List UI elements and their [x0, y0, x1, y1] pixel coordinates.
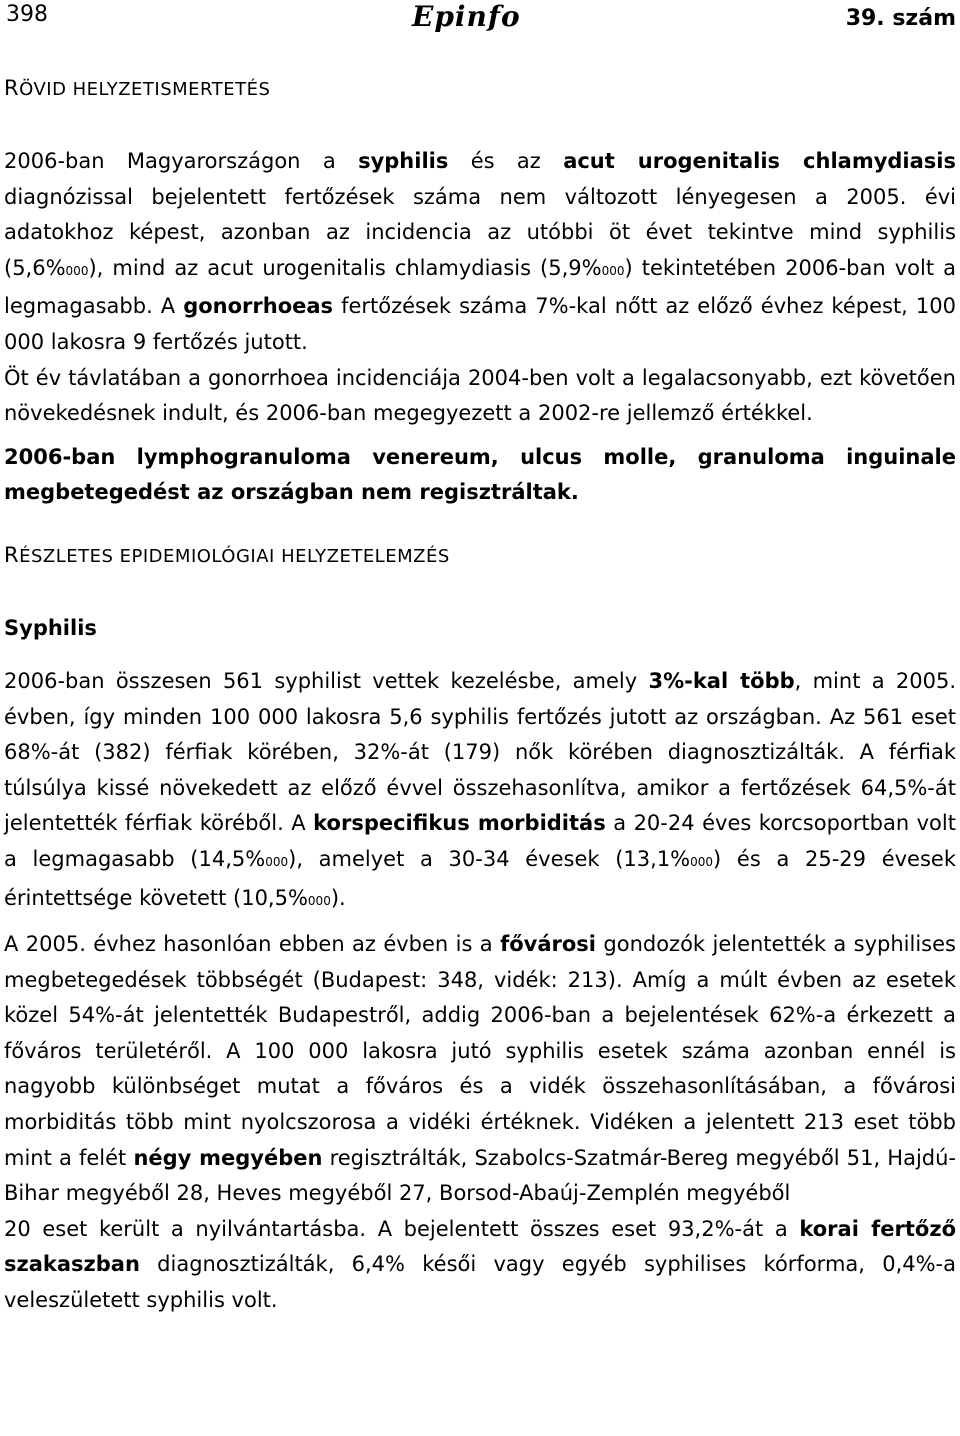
- section-heading-detailed: RÉSZLETES EPIDEMIOLÓGIAI HELYZETELEMZÉS: [4, 542, 450, 567]
- section-heading-summary: RÖVID HELYZETISMERTETÉS: [4, 76, 271, 100]
- paragraph-not-registered: 2006-ban lymphogranuloma venereum, ulcus molle, granuloma inguinale megbetegedést az országban nem regisztráltak.: [4, 444, 956, 505]
- paragraph-syphilis-cases: 2006-ban összesen 561 syphilist vettek kezelésbe, amely 3%-kal több, mint a 2005. évben, így minden 100 000 lakosra 5,6 syphilis fertőzés jutott az országban. Az 561 eset 68%-át (382) férfiak körében, 32%-át (179) nők körében diagnosztizálták. A férfiak túlsúlya kissé növekedett az előző évvel összehasonlítva, amikor a fertőzések 64,5%-át jelentették férfiak köréből. A korspecifikus morbiditás a 20-24 éves korcsoportban volt a legmagasabb (14,5%000), amelyet a 30-34 évesek (13,1%000) és a 25-29 évesek érintettsége követett (10,5%000).: [4, 668, 957, 910]
- paragraph-gonorrhoea: Öt év távlatában a gonorrhoea incidenciája 2004-ben volt a legalacsonyabb, ezt követően növekedésnek indult, és 2006-ban megegyezett a 2002-re jellemző értékkel.: [4, 365, 956, 426]
- page-number: 398: [6, 2, 48, 27]
- paragraph-stages: 20 eset került a nyilvántartásba. A bejelentett összes eset 93,2%-át a korai fertőző szakaszban diagnosztizálták, 6,4% késői vagy egyéb syphilises kórforma, 0,4%-a veleszületett syphilis volt.: [4, 1216, 957, 1313]
- issue-number: 39. szám: [845, 6, 956, 31]
- article-body: [4, 68, 956, 1319]
- paragraph-capital-distribution: A 2005. évhez hasonlóan ebben az évben is a fővárosi gondozók jelentették a syphilises megbetegedések többségét (Budapest: 348, vidék: 213). Amíg a múlt évben az esetek közel 54%-át jelentették Budapestről, addig 2006-ban a bejelentések 62%-a érkezett a főváros területéről. A 100 000 lakosra jutó syphilis esetek száma azonban ennél is nagyobb különbséget mutat a főváros és a vidék összehasonlításában, a fővárosi morbiditás több mint nyolcszorosa a vidéki értéknek. Vidéken a jelentett 213 eset több mint a felét négy megyében regisztrálták, Szabolcs-Szatmár-Bereg megyéből 51, Hajdú-Bihar megyéből 28, Heves megyéből 27, Borsod-Abaúj-Zemplén megyéből: [4, 932, 957, 1206]
- journal-logo: Epinfo: [412, 0, 521, 33]
- page-header: [0, 0, 960, 48]
- paragraph-overview: 2006-ban Magyarországon a syphilis és az acut urogenitalis chlamydiasis diagnózissal bejelentett fertőzések száma nem változott lényegesen a 2005. évi adatokhoz képest, azonban az incidencia az utóbbi öt évet tekintve mind syphilis (5,6%000), mind az acut urogenitalis chlamydiasis (5,9%000) tekintetében 2006-ban volt a legmagasabb. A gonorrhoeas fertőzések száma 7%-kal nőtt az előző évhez képest, 100 000 lakosra 9 fertőzés jutott.: [4, 149, 956, 354]
- subheading-syphilis: Syphilis: [4, 615, 97, 640]
